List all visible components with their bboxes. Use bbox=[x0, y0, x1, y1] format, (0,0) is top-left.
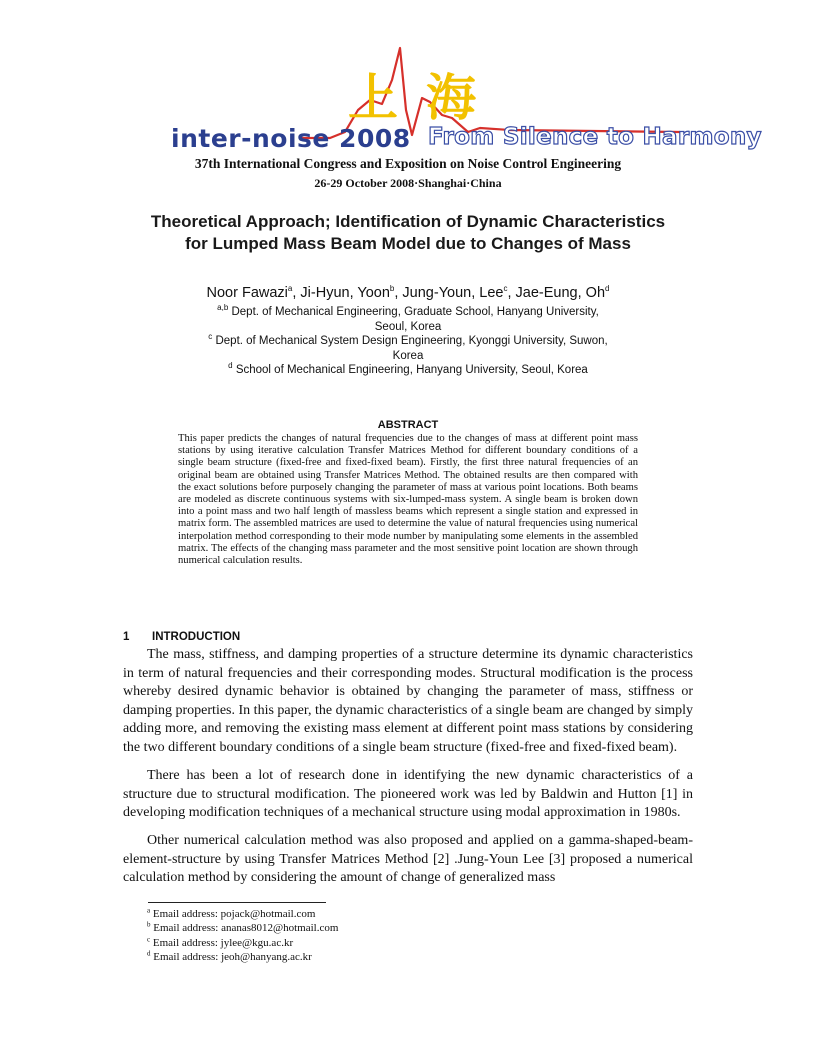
footnotes bbox=[147, 907, 338, 964]
intro-paragraph-3: Other numerical calculation method was also proposed and applied on a gamma-shaped-beam-element-structure by using Transfer Matrices Method [2] .Jung-Youn Lee [3] proposed a numerical calculation method by considering the amount of change of generalized mass bbox=[123, 833, 693, 886]
affiliation-d: $^d$ School of Mechanical Engineering, Hanyang University, Seoul, Korea bbox=[228, 361, 588, 376]
title-line-2: for Lumped Mass Beam Model due to Changes of Mass bbox=[185, 234, 631, 253]
author: Jae-Eung, Oh$^d$ bbox=[515, 284, 610, 301]
title-line-1: Theoretical Approach; Identification of Dynamic Characteristics bbox=[150, 212, 666, 231]
abstract-heading: ABSTRACT bbox=[377, 419, 439, 431]
author: Ji-Hyun, Yoon$^b$, bbox=[300, 284, 403, 301]
brand-name: inter-noise 2008 bbox=[171, 124, 411, 153]
author-list bbox=[0, 285, 816, 301]
footnote: $^b$ Email address: ananas8012@hotmail.com bbox=[147, 920, 339, 935]
footnote: $^c$ Email address: jylee@kgu.ac.kr bbox=[147, 934, 294, 949]
author: Noor Fawazi$^a$, bbox=[206, 284, 301, 301]
paper-title bbox=[0, 211, 816, 255]
brand-slogan: From Silence to Harmony bbox=[428, 124, 762, 150]
abstract-text: This paper predicts the changes of natural frequencies due to the changes of mass at different point mass stations by using iterative calculation Transfer Matrices Method for different boundary conditions of a single beam structure (fixed-free and fixed-fixed beam). Firstly, the first three natural frequencies of an original beam are obtained using Transfer Matrices Method. The obtained results are then compared with the exact solutions before purposely changing the parameter of mass at various point locations. Both beams are modeled as discrete continuous systems with six-lumped-mass system. A single beam is broken down into a point mass and two half length of massless beams which represent a single station and expressed in matrix form. The assembled matrices are used to determine the value of natural frequencies using numerical interpolation method corresponding to their mode number by manipulating some elements in the assembled matrix. The effects of the changing mass parameter and the most sensitive point location are shown through numerical calculation results. bbox=[178, 433, 638, 567]
footnote: $^d$ Email address: jeoh@hanyang.ac.kr bbox=[147, 949, 312, 963]
section-title: INTRODUCTION bbox=[152, 631, 241, 643]
intro-paragraph-2: There has been a lot of research done in identifying the new dynamic characteristics of a structure due to structural modification. The pioneered work was led by Baldwin and Hutton [1] in developing modification techniques of a mechanical structure using modal approximation in 1980s. bbox=[123, 768, 693, 821]
intro-paragraph-1: The mass, stiffness, and damping properties of a structure determine its dynamic characteristics in term of natural frequencies and their corresponding modes. Structural modification is the process whereby desired dynamic behavior is obtained by changing the parameter of mass, stiffness or damping properties. In this paper, the dynamic characteristics of a single beam are changed by simply adding more, and removing the existing mass element at different point mass stations by considering the two different boundary conditions of a single beam structure (fixed-free and fixed-fixed beam). bbox=[123, 647, 693, 755]
section-number: 1 bbox=[123, 631, 130, 643]
conference-dates: 26-29 October 2008·Shanghai·China bbox=[314, 176, 502, 190]
footnote: $^a$ Email address: pojack@hotmail.com bbox=[147, 906, 316, 920]
footnote-divider bbox=[148, 902, 326, 903]
affiliation-ab: $^{a,b}$ Dept. of Mechanical Engineering, Graduate School, Hanyang University, Seoul, Korea bbox=[217, 303, 599, 333]
conference-name: 37th International Congress and Exposition on Noise Control Engineering bbox=[194, 156, 622, 171]
chinese-characters: 上海 bbox=[348, 69, 504, 127]
author: Jung-Youn, Lee$^c$, bbox=[402, 284, 516, 301]
affiliation-c: $^c$ Dept. of Mechanical System Design Engineering, Kyonggi University, Suwon, Korea bbox=[208, 332, 608, 362]
section-heading bbox=[123, 631, 240, 643]
